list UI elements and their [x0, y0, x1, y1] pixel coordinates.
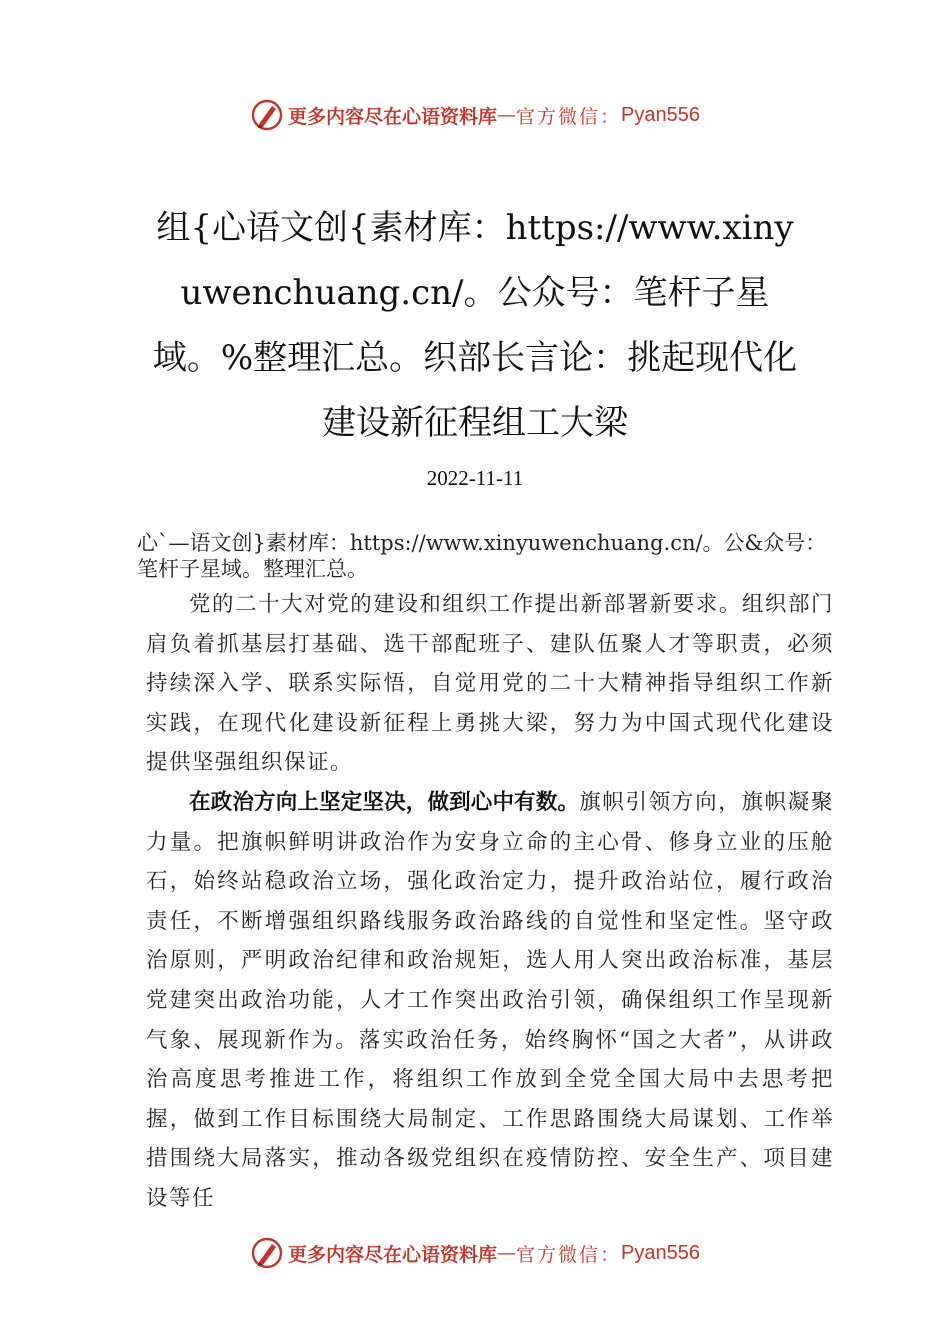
document-date: 2022-11-11: [426, 466, 524, 490]
pen-logo-icon: [250, 98, 284, 132]
pen-logo-icon: [250, 1236, 284, 1270]
paragraph-2-body: 旗帜引领方向，旗帜凝聚力量。把旗帜鲜明讲政治作为安身立命的主心骨、修身立业的压舱石，始终站稳政治立场，强化政治定力，提升政治站位，履行政治责任，不断增强组织路线服务政治路线的自觉性和坚定性。坚守政治原则，严明政治纪律和政治规矩，选人用人突出政治标准，基层党建突出政治功能，人才工作突出政治引领，确保组织工作呈现新气象、展现新作为。落实政治任务，始终胸怀“国之大者”，从讲政治高度思考推进工作，将组织工作放到全党全国大局中去思考把握，做到工作目标围绕大局制定、工作思路围绕大局谋划、工作举措围绕大局落实，推动各级党组织在疫情防控、安全生产、项目建设等任: [146, 789, 834, 1211]
banner-wechat-id: Pyan556: [621, 1241, 700, 1264]
banner-separator: —: [497, 104, 517, 126]
banner-wechat-label: 官方微信：: [516, 1243, 622, 1266]
footer-banner: [0, 1231, 950, 1275]
banner-main-text: 更多内容尽在心语资料库: [288, 1243, 498, 1266]
source-line: 心`—语文创}素材库：https://www.xinyuwenchuang.cn/。公&众号：笔杆子星域。整理汇总。: [137, 531, 827, 581]
paragraph-2-heading: 在政治方向上坚定坚决，做到心中有数。: [189, 789, 580, 815]
header-banner: [0, 93, 950, 137]
banner-wechat-id: Pyan556: [621, 103, 700, 126]
banner-separator: —: [497, 1242, 517, 1264]
banner-wechat-label: 官方微信：: [516, 105, 622, 128]
paragraph-2: [146, 783, 834, 1219]
body-text: [146, 585, 834, 1219]
paragraph-1: 党的二十大对党的建设和组织工作提出新部署新要求。组织部门肩负着抓基层打基础、选干部配班子、建队伍聚人才等职责，必须持续深入学、联系实际悟，自觉用党的二十大精神指导组织工作新实践，在现代化建设新征程上勇挑大梁，努力为中国式现代化建设提供坚强组织保证。: [146, 592, 834, 776]
banner-main-text: 更多内容尽在心语资料库: [288, 105, 498, 128]
document-title: 组{心语文创{素材库：https://www.xinyuwenchuang.cn/。公众号：笔杆子星域。%整理汇总。织部长言论：挑起现代化建设新征程组工大梁: [152, 208, 798, 443]
